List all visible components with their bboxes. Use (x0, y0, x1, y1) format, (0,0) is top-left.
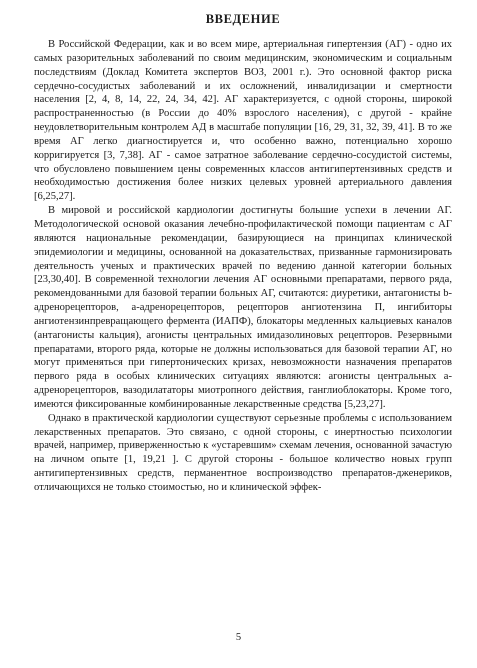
page-number: 5 (235, 632, 242, 643)
paragraph-problems: Однако в практической кардиологии существуют серьезные проблемы с использованием лекарственных препаратов. Это связано, с одной стороны, с инертностью психологии врачей, например, приверженностью к «устаревшим» схемам лечения, основанной зачастую на личном опыте [1, 19,21 ]. С другой стороны - большое количество новых групп антигипертензивных средств, перманентное воспроизводство препаратов-дженериков, отличающихся не только стоимостью, но и клинической эффек- (34, 412, 452, 493)
paragraph-therapy: В мировой и российской кардиологии достигнуты большие успехи в лечении АГ. Методологической основой оказания лечебно-профилактической помощи пациентам с АГ являются национальные рекомендации, базирующиеся на принципах клинической эпидемиологии и медицины, основанной на доказательствах, призванные гармонизировать деятельность ученых и практических врачей по ведению данной категории больных [23,30,40]. В современной технологии лечения АГ основными препаратами, первого ряда, рекомендованными для базовой терапии больных АГ, считаются: диуретики, антагонисты b-адренорецепторов, а-адренорецепторов, рецепторов ангиотензина П, ингибиторы ангиотензинпревращающего фермента (ИАПФ), блокаторы медленных кальциевых каналов (антагонисты кальция), агонисты центральных имидазолиновых рецепторов. Резервными препаратами, второго ряда, которые не должны использоваться для базовой терапии АГ, но могут применяться при гипертонических кризах, невозможности назначения препаратов первого ряда в особых клинических ситуациях являются: агонисты центральных а-адренорецепторов, вазодилататоры миотропного действия, ганглиоблокаторы. Кроме того, имеются фиксированные комбинированные лекарственные средства [5,23,27]. (34, 205, 452, 410)
section-heading: ВВЕДЕНИЕ (205, 12, 281, 26)
paragraph-intro: В Российской Федерации, как и во всем мире, артериальная гипертензия (АГ) - одно их самых разорительных заболеваний по своим медицинским, экономическим и социальным последствиям (Доклад Комитета экспертов ВОЗ, 2001 г.). Это основной фактор риска сердечно-сосудистых заболеваний и их осложнений, инвалидизации и смертности населения [2, 4, 8, 14, 22, 24, 34, 42]. АГ характеризуется, с одной стороны, широкой распространенностью (в России до 40% взрослого населения), с другой - крайне неудовлетворительным контролем АД в масштабе популяции [16, 29, 31, 32, 39, 41]. В то же время АГ легко диагностируется и, что особенно важно, потенциально хорошо корригируется [3, 7,38]. АГ - самое затратное заболевание сердечно-сосудистой системы, что обусловлено повышением цены современных классов антигипертензивных средств и необходимостью достижения более низких целевых уровней артериального давления [6,25,27]. (34, 39, 452, 203)
document-page (34, 12, 452, 495)
